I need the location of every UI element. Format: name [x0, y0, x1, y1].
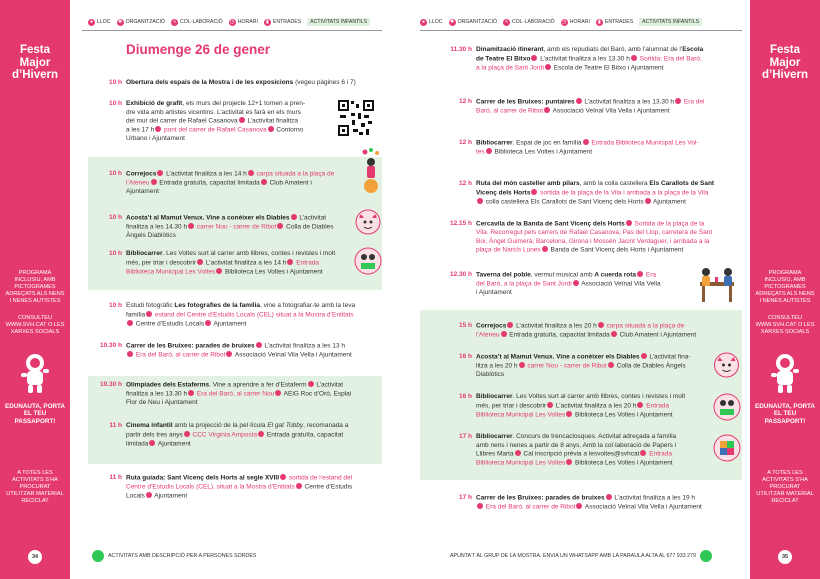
fest-title: Festa Major d’Hivern: [11, 44, 58, 81]
inclusive-program-note: PROGRAMA INCLUSIU, AMB PICTOGRAMES ADREÇATS ALS NENS I NENES AUTISTES: [5, 269, 65, 304]
page-number: 35: [778, 550, 792, 564]
qr-code: [337, 99, 375, 137]
location-icon: [287, 259, 293, 265]
legend-infantils: ACTIVITATS INFANTILS: [639, 18, 702, 26]
right-page: Festa Major d’Hivern PROGRAMA INCLUSIU, AMB PICTOGRAMES ADREÇATS ALS NENS I NENES AUTISTES CONSULTEU WWW.SVH.CAT O LES XARXES SOCIALS EDUNAUTA, PORTA EL TEU PASSAPORT! A TOTES LES ACTIVITATS S’HA PROCURAT UTILITZAR MATERIAL RECICLAT 35 ● LLOC ✱ ORGANITZACIÓ < COL·LABORACIÓ ◷ HORARI ▮ ENTRADES ACTIVITATS INFANTILS 11.30 h Dinamització itinerant, amb els repudiats del Baró, amb l’alumnat de l’Escola de Teatre El Bitxo L’activitat finalitza a les 13.30 h Sortida: Era del Baró, a la plaça de Sant Jordi Escola de Teatre El Bitxo i Ajuntament 12 h Carrer de les Bruixes: puntaires L’activitat finalitza a les 13.30 h Era del Baró, al carrer de Ribot Associació Veïnal Vila Vella i Ajuntament 12 h Bibliocarrer. Espai de joc en família Entrada Biblioteca Municipal Les Vol- tes Biblioteca Les Voltes i Ajuntament 12 h Ruta del món casteller amb pilars, amb la colla castellera Els Carallots de Sant Vicenç dels Horts sortida de la plaça de la Vila i arribada a la plaça de la Vila colla castellera Els Carallots de Sant Vicenç dels Horts Ajuntament 12.15 h Cercavila de la Banda de Sant Vicenç dels Horts Sortida de la plaça de la Vila. Recorregut pels carrers de Rafael Casanova, Pas del Llop, carretera de Sant Boi, Àngel Guimerà, Barcelona, Girona i Mossèn Jacint Verdaguer, i arribada a la plaça de Narcís Lunes Banda de Sant Vicenç dels Horts i Ajuntament 12.30 h Taverna del poble, vermut musical amb A cuerda rota Era del Baró, a la plaça de Sant Jordi Associació Veïnal Vila Vella i Ajuntament 15 h Correjocs L’activitat finalitza a les 20 h carpa situada a la plaça de l’Ateneu Entrada gratuïta, capacitat limitada Club Amatent i Ajuntament 16 h Acosta’t al Mamut Venux. Vine a conèixer els Diables L’activitat fina- litza a les 20 h carrer Nou - carrer de Ribot Colla de Diables Àngels Diablòtics 16 h Bibliocarrer. Les Voltes surt al carrer amb llibres, contes i revistes i molt més, per triar i descobrir L’activitat finalitza a les 20 h Entrada Biblioteca Municipal Les Voltes Biblioteca Les Voltes i Ajuntament 17 h Bibliocarrer. Concurs de trencaclosques. Activitat adreçada a família amb nens i nenes a partir de 8 anys. Amb la col·laboració de Papers i Llibres Marta Cal inscripció prèvia a lesvoltes@svhcat Entrada Biblioteca Municipal Les Voltes Biblioteca Les Voltes i Ajuntament 17 h Carrer de les Bruixes: parades de bruixes L’activitat finalitza a les 19 h Era del Baró, al carrer de Ribot Associació Veïnal Vila Vella i Ajuntament APUNTA'T AL GRUP DE LA MOSTRA. ENVIA UN WHATSAPP AMB LA PARAULA ALTA AL 677 933 279: [410, 0, 820, 579]
legend-entrades: ▮ ENTRADES: [264, 19, 301, 26]
clock-icon: [197, 259, 203, 265]
organizer-icon: [127, 320, 133, 326]
organizer-icon: [566, 411, 572, 417]
location-icon: [631, 55, 637, 61]
clock-icon: [547, 402, 553, 408]
recycle-note: A TOTES LES ACTIVITATS S’HA PROCURAT UTILITZAR MATERIAL RECICLAT: [6, 470, 64, 505]
location-icon: [637, 402, 643, 408]
devil-illustration: [355, 208, 381, 236]
legend-lloc: ● LLOC: [89, 18, 111, 25]
clock-icon: [291, 214, 297, 220]
left-sidebar: [0, 0, 70, 579]
ticket-icon: [515, 450, 521, 456]
recycle-note: A TOTES LES ACTIVITATS S’HA PROCURAT UTILITZAR MATERIAL RECICLAT: [756, 470, 814, 505]
whatsapp-icon: [700, 550, 712, 562]
organizer-icon: [477, 198, 483, 204]
clock-icon: [507, 322, 513, 328]
collaboration-icon: <: [503, 19, 510, 26]
location-icon: ●: [89, 18, 94, 25]
organizer-icon: [486, 148, 492, 154]
location-icon: [155, 126, 161, 132]
location-icon: [127, 351, 133, 357]
clock-icon: [531, 55, 537, 61]
footer-right: APUNTA'T AL GRUP DE LA MOSTRA. ENVIA UN WHATSAPP AMB LA PARAULA ALTA AL 677 933 279: [450, 550, 712, 562]
puzzle-illustration: [713, 434, 741, 462]
organizer-icon: [566, 459, 572, 465]
passport-note: EDUNAUTA, PORTA EL TEU PASSAPORT!: [755, 402, 815, 425]
astronaut-mascot-icon: [768, 351, 802, 395]
location-icon: [637, 271, 643, 277]
organizer-icon: [542, 246, 548, 252]
reading-kids-illustration: [354, 246, 382, 276]
ticket-icon: ▮: [264, 19, 271, 26]
devil-illustration: [713, 351, 740, 379]
clock-icon: [606, 494, 612, 500]
clock-icon: [157, 170, 163, 176]
location-icon: ●: [421, 18, 426, 25]
location-icon: [583, 139, 589, 145]
organizer-icon: [608, 362, 614, 368]
day-title: Diumenge 26 de gener: [126, 42, 271, 57]
legend-collaboracio: < COL·LABORACIÓ: [171, 19, 223, 26]
clock-icon: ◷: [562, 18, 567, 25]
organizer-icon: [216, 268, 222, 274]
location-icon: [477, 503, 483, 509]
location-icon: [598, 322, 604, 328]
legend-infantils: ACTIVITATS INFANTILS: [307, 18, 370, 26]
location-icon: [640, 450, 646, 456]
clock-icon: [239, 117, 245, 123]
ticket-icon: [151, 179, 157, 185]
legend-organitzacio: ✱ ORGANITZACIÓ: [117, 18, 166, 25]
legend-lloc: ● LLOC: [421, 18, 443, 25]
collaboration-icon: [146, 492, 152, 498]
right-sidebar: [750, 0, 820, 579]
organizer-icon: [544, 107, 550, 113]
organizer-icon: [576, 503, 582, 509]
location-icon: [248, 170, 254, 176]
organizer-icon: [275, 390, 281, 396]
clock-icon: [308, 381, 314, 387]
legend: [420, 16, 702, 28]
ticket-icon: ▮: [596, 19, 603, 26]
passport-note: EDUNAUTA, PORTA EL TEU PASSAPORT!: [5, 402, 65, 425]
organizer-icon: ✱: [117, 18, 123, 25]
organizer-icon: [573, 280, 579, 286]
location-icon: [188, 390, 194, 396]
fest-title: Festa Major d’Hivern: [761, 44, 808, 81]
consult-note: CONSULTEU WWW.SVH.CAT O LES XARXES SOCIALS: [755, 314, 815, 335]
organizer-icon: [261, 179, 267, 185]
location-icon: [188, 223, 194, 229]
clock-icon: [256, 342, 262, 348]
organizer-icon: [545, 64, 551, 70]
inclusive-program-note: PROGRAMA INCLUSIU, AMB PICTOGRAMES ADREÇATS ALS NENS I NENES AUTISTES: [755, 269, 815, 304]
organizer-icon: [226, 351, 232, 357]
collaboration-icon: [645, 198, 651, 204]
collaboration-icon: <: [171, 19, 178, 26]
legend-entrades: ▮ ENTRADES: [596, 19, 633, 26]
clock-icon: [576, 98, 582, 104]
organizer-icon: [268, 126, 274, 132]
location-icon: [519, 362, 525, 368]
header-rule: [82, 30, 382, 31]
left-page: Festa Major d’Hivern PROGRAMA INCLUSIU, AMB PICTOGRAMES ADREÇATS ALS NENS I NENES AUTISTES CONSULTEU WWW.SVH.CAT O LES XARXES SOCIALS EDUNAUTA, PORTA EL TEU PASSAPORT! A TOTES LES ACTIVITATS S’HA PROCURAT UTILITZAR MATERIAL RECICLAT 34 ● LLOC ✱ ORGANITZACIÓ < COL·LABORACIÓ ◷ HORARI ▮ ENTRADES ACTIVITATS INFANTILS Diumenge 26 de gener 10 h Obertura dels espais de la Mostra i de les exposicions (vegeu pàgines 6 i 7) 10 h Exhibició de grafit, els murs del projecte 12+1 tornen a pren- dre vida amb artistes vicentins. L’activitat es farà en els murs del mur del carrer de Rafael Casanova L’activitat finalitza a les 17 h pont del carrer de Rafael Casanova Contorno Urbano i Ajuntament 10 h Correjocs L’activitat finalitza a les 14 h carpa situada a la plaça de l’Ateneu Entrada gratuïta, capacitat limitada Club Amatent i Ajuntament 10 h Acosta’t al Mamut Venux. Vine a conèixer els Diables L’activitat finalitza a les 14.30 h carrer Nou - carrer de Ribot Colla de Diables Àngels Diablòtics 10 h Bibliocarrer. Les Voltes surt al carrer amb llibres, contes i revistes i molt més, per triar i descobrir L’activitat finalitza a les 14 h Entrada Biblioteca Municipal Les Voltes Biblioteca Les Voltes i Ajuntament 10 h Estudi fotogràfic Les fotografies de la família, vine a fotografiar-te amb la teva família estand del Centre d’Estudis Locals (CEL) situat a la Mostra d’Entitats Centre d’Estudis Locals Ajuntament 10.30 h Carrer de les Bruixes: parades de bruixes L’activitat finalitza a les 13 h Era del Baró, al carrer de Ribot Associació Veïnal Vila Vella i Ajuntament 10.30 h Olimpiades dels Estaferms. Vine a aprendre a fer d’Estaferm L’activitat finalitza a les 13.30 h Era del Baró, al carrer Nou AEiG Roc d’Oró, Esplai Flor de Neu i Ajuntament 11 h Cinema infantil amb la projecció de la pel·lícula El gat Tobby, recomanada a partir dels tres anys CCC Virginia Amposta Entrada gratuïta, capacitat limitada Ajuntament 11 h Ruta guiada: Sant Vicenç dels Horts al segle XVIII sortida de l’estand del Centre d’Estudis Locals (CEL), situat a la Mostra d’Entitats Centre d’Estudis Locals Ajuntament ACTIVITATS AMB DESCRIPCIÓ PER A PERSONES SORDES: [0, 0, 410, 579]
clock-icon: [641, 353, 647, 359]
legend: [88, 16, 370, 28]
header-rule: [420, 30, 742, 31]
sign-language-icon: [92, 550, 104, 562]
location-icon: [146, 311, 152, 317]
location-icon: [280, 474, 286, 480]
legend-horari: ◷ HORARI: [230, 18, 258, 25]
page-number: 34: [28, 550, 42, 564]
location-icon: [184, 431, 190, 437]
legend-collaboracio: < COL·LABORACIÓ: [503, 19, 555, 26]
location-icon: [626, 220, 632, 226]
organizer-icon: [611, 331, 617, 337]
footer-left: ACTIVITATS AMB DESCRIPCIÓ PER A PERSONES SORDES: [92, 550, 256, 562]
astronaut-mascot-icon: [18, 351, 52, 395]
ticket-icon: [501, 331, 507, 337]
location-icon: [531, 189, 537, 195]
tavern-illustration: [692, 264, 742, 304]
clock-icon: ◷: [230, 18, 235, 25]
location-icon: [675, 98, 681, 104]
organizer-icon: ✱: [449, 18, 455, 25]
ticket-icon: [258, 431, 264, 437]
juggler-illustration: [360, 148, 382, 194]
organizer-icon: [277, 223, 283, 229]
reading-kids-illustration: [713, 392, 741, 422]
collaboration-icon: [205, 320, 211, 326]
legend-horari: ◷ HORARI: [562, 18, 590, 25]
legend-organitzacio: ✱ ORGANITZACIÓ: [449, 18, 498, 25]
organizer-icon: [149, 440, 155, 446]
consult-note: CONSULTEU WWW.SVH.CAT O LES XARXES SOCIALS: [5, 314, 65, 335]
organizer-icon: [296, 483, 302, 489]
